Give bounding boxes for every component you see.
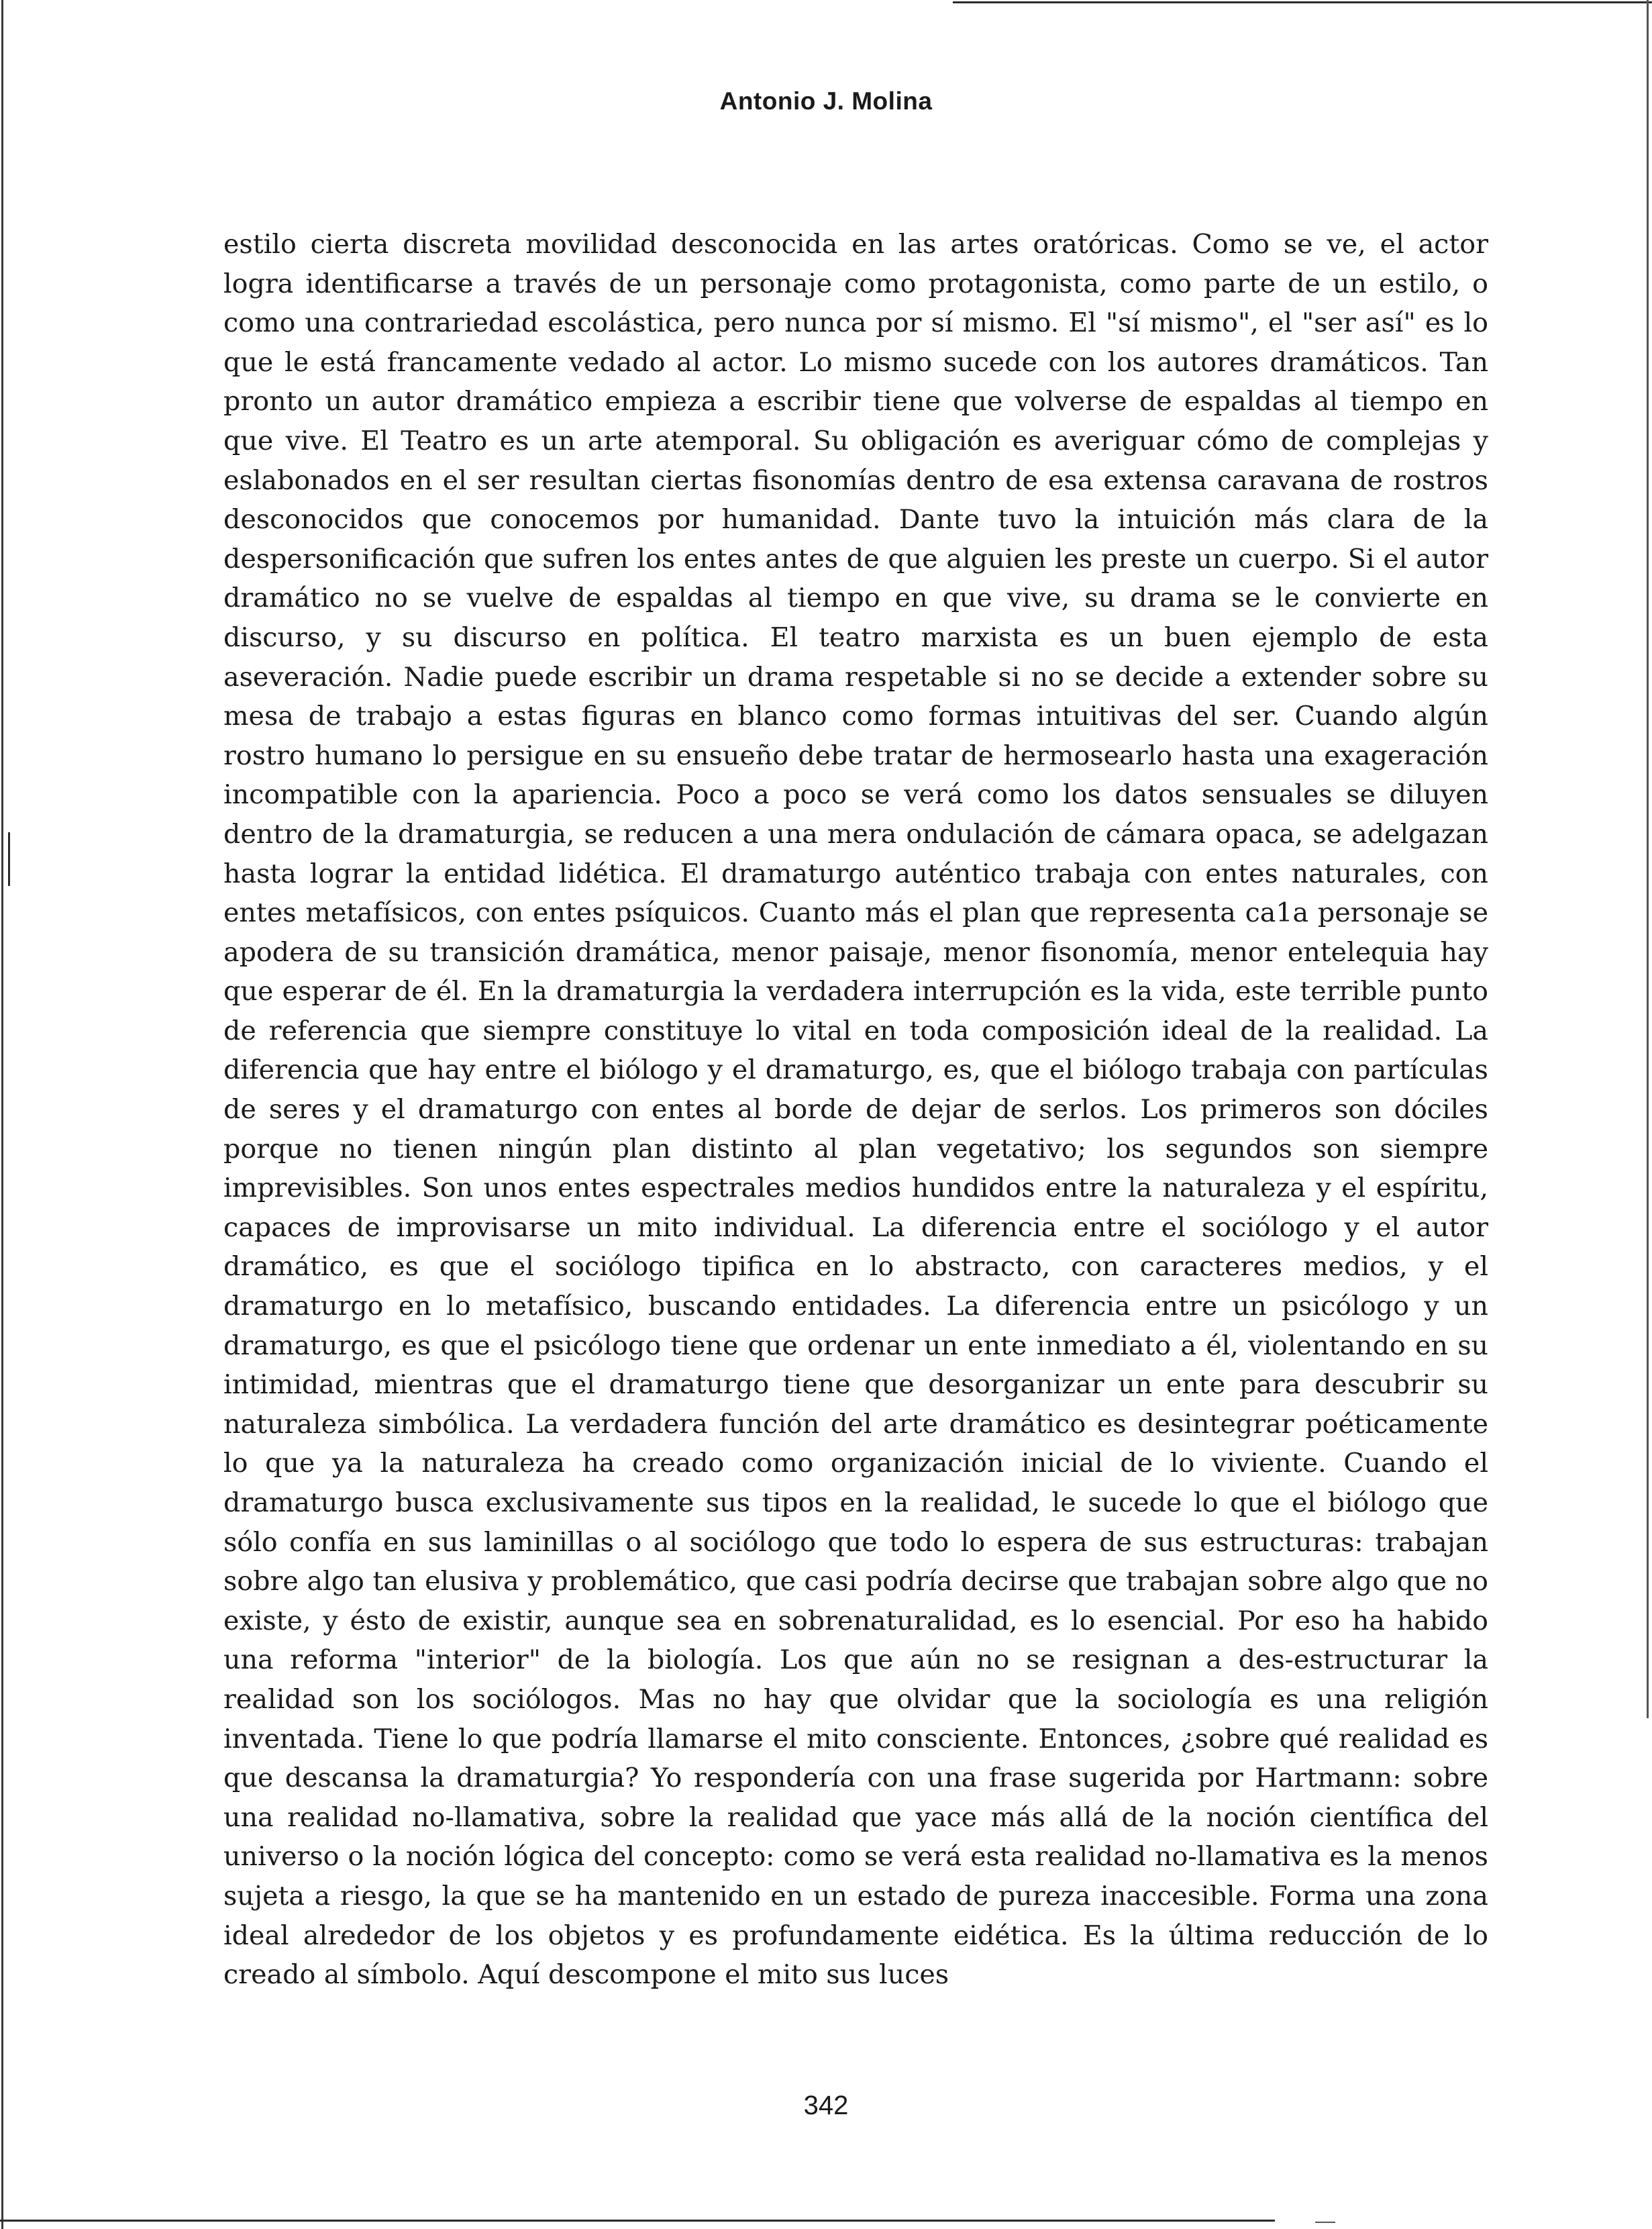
scan-border-bottom bbox=[0, 2220, 1275, 2222]
scan-border-right bbox=[1647, 0, 1649, 1718]
scan-border-left bbox=[1, 0, 3, 2229]
scan-border-top bbox=[953, 1, 1652, 3]
scan-mark-bottom bbox=[1315, 2222, 1335, 2223]
body-paragraph: estilo cierta discreta movilidad desconocida en las artes oratóricas. Como se ve, el actor logra identificarse a través de un personaje como protagonista, como parte de un estilo, o como una contrariedad escolástica, pero nunca por sí mismo. El "sí mismo", el "ser así" es lo que le está francamente vedado al actor. Lo mismo sucede con los autores dramáticos. Tan pronto un autor dramático empieza a escribir tiene que volverse de espaldas al tiempo en que vive. El Teatro es un arte atemporal. Su obligación es averiguar cómo de complejas y eslabonados en el ser resultan ciertas fisonomías dentro de esa extensa caravana de rostros desconocidos que conocemos por humanidad. Dante tuvo la intuición más clara de la despersonificación que sufren los entes antes de que alguien les preste un cuerpo. Si el autor dramático no se vuelve de espaldas al tiempo en que vive, su drama se le convierte en discurso, y su discurso en política. El teatro marxista es un buen ejemplo de esta aseveración. Nadie puede escribir un drama respetable si no se decide a extender sobre su mesa de trabajo a estas figuras en blanco como formas intuitivas del ser. Cuando algún rostro humano lo persigue en su ensueño debe tratar de hermosearlo hasta una exageración incompatible con la apariencia. Poco a poco se verá como los datos sensuales se diluyen dentro de la dramaturgia, se reducen a una mera ondulación de cámara opaca, se adelgazan hasta lograr la entidad lidética. El dramaturgo auténtico trabaja con entes naturales, con entes metafísicos, con entes psíquicos. Cuanto más el plan que representa ca1a personaje se apodera de su transición dramática, menor paisaje, menor fisonomía, menor entelequia hay que esperar de él. En la dramaturgia la verdadera interrupción es la vida, este terrible punto de referencia que siempre constituye lo vital en toda composición ideal de la realidad. La diferencia que hay entre el biólogo y el dramaturgo, es, que el biólogo trabaja con partículas de seres y el dramaturgo con entes al borde de dejar de serlos. Los primeros son dóciles porque no tienen ningún plan distinto al plan vegetativo; los segundos son siempre imprevisibles. Son unos entes espectrales medios hundidos entre la naturaleza y el espíritu, capaces de improvisarse un mito individual. La diferencia entre el sociólogo y el autor dramático, es que el sociólogo tipifica en lo abstracto, con caracteres medios, y el dramaturgo en lo metafísico, buscando entidades. La diferencia entre un psicólogo y un dramaturgo, es que el psicólogo tiene que ordenar un ente inmediato a él, violentando en su intimidad, mientras que el dramaturgo tiene que desorganizar un ente para descubrir su naturaleza simbólica. La verdadera función del arte dramático es desintegrar poéticamente lo que ya la naturaleza ha creado como organización inicial de lo viviente. Cuando el dramaturgo busca exclusivamente sus tipos en la realidad, le sucede lo que el biólogo que sólo confía en sus laminillas o al sociólogo que todo lo espera de sus estructuras: trabajan sobre algo tan elusiva y problemático, que casi podría decirse que trabajan sobre algo que no existe, y ésto de existir, aunque sea en sobrenaturalidad, es lo esencial. Por eso ha habido una reforma "interior" de la biología. Los que aún no se resignan a des-estructurar la realidad son los sociólogos. Mas no hay que olvidar que la sociología es una religión inventada. Tiene lo que podría llamarse el mito consciente. Entonces, ¿sobre qué realidad es que descansa la dramaturgia? Yo respondería con una frase sugerida por Hartmann: sobre una realidad no-llamativa, sobre la realidad que yace más allá de la noción científica del universo o la noción lógica del concepto: como se verá esta realidad no-llamativa es la menos sujeta a riesgo, la que se ha mantenido en un estado de pureza inaccesible. Forma una zona ideal alrededor de los objetos y es profundamente eidética. Es la última reducción de lo creado al símbolo. Aquí descompone el mito sus luces bbox=[223, 229, 1488, 1991]
page-number: 342 bbox=[803, 2091, 849, 2120]
running-head: Antonio J. Molina bbox=[719, 87, 933, 115]
scan-mark-left bbox=[8, 832, 10, 886]
